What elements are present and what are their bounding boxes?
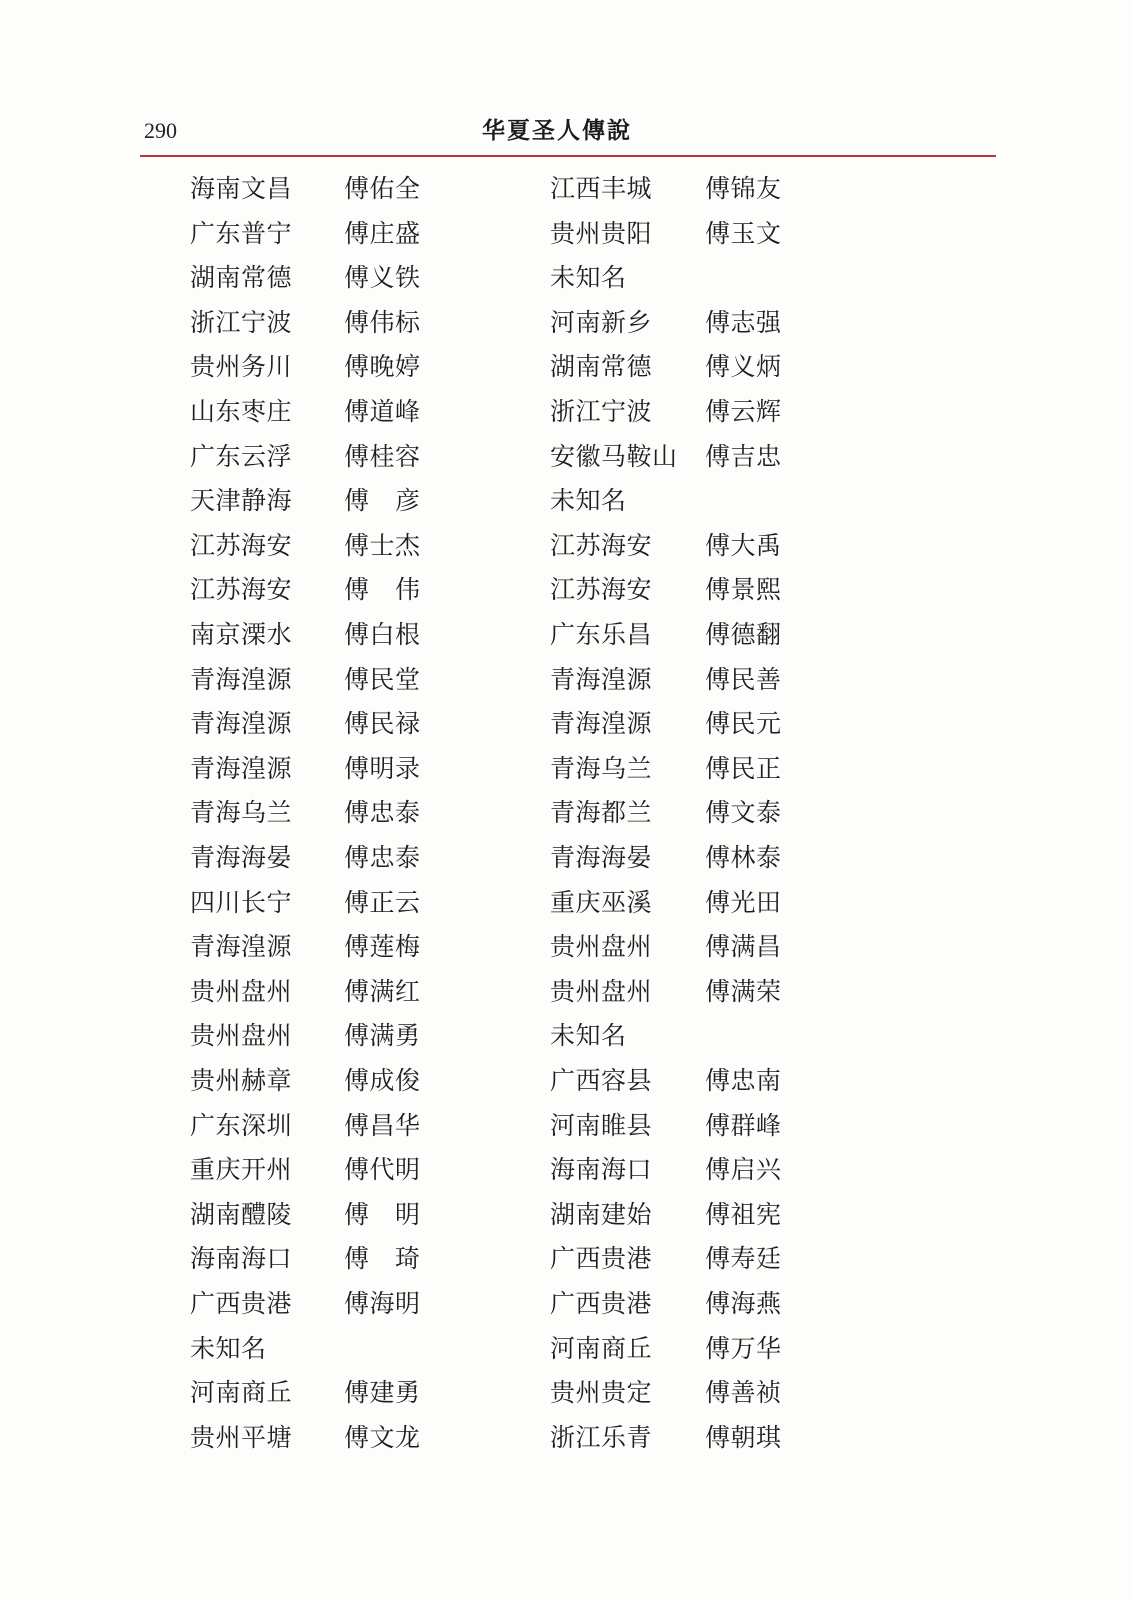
entry-place: 贵州贵定 bbox=[550, 1378, 653, 1407]
entry-name: 傅满红 bbox=[344, 977, 421, 1006]
entry-name: 傅光田 bbox=[705, 888, 782, 917]
entry-place: 四川长宁 bbox=[190, 888, 293, 917]
entry-place: 青海湟源 bbox=[190, 932, 293, 961]
entry-name: 傅锦友 bbox=[705, 174, 782, 203]
entry-name: 傅景熙 bbox=[705, 575, 782, 604]
entry-place: 江苏海安 bbox=[190, 575, 293, 604]
entry-place: 江苏海安 bbox=[190, 531, 293, 560]
entry-name: 傅民堂 bbox=[344, 665, 421, 694]
entry-place: 广东乐昌 bbox=[550, 620, 653, 649]
entry-name: 傅义炳 bbox=[705, 352, 782, 381]
running-title: 华夏圣人傳說 bbox=[482, 118, 632, 144]
entry-name: 傅文龙 bbox=[344, 1423, 421, 1452]
entry-name: 傅正云 bbox=[344, 888, 421, 917]
entry-name: 傅吉忠 bbox=[705, 442, 782, 471]
entry-name: 傅 彦 bbox=[344, 486, 421, 515]
entry-place: 青海都兰 bbox=[550, 798, 653, 827]
entry-name: 傅民元 bbox=[705, 709, 782, 738]
entry-name: 傅昌华 bbox=[344, 1111, 421, 1140]
entry-place: 重庆巫溪 bbox=[550, 888, 653, 917]
entry-place: 湖南常德 bbox=[190, 263, 293, 292]
entry-name: 傅士杰 bbox=[344, 531, 421, 560]
entry-place: 广西容县 bbox=[550, 1066, 653, 1095]
entry-place: 湖南醴陵 bbox=[190, 1200, 293, 1229]
entry-place: 青海湟源 bbox=[550, 665, 653, 694]
entry-name: 傅忠南 bbox=[705, 1066, 782, 1095]
entry-name: 傅伟标 bbox=[344, 308, 421, 337]
entry-name: 傅满荣 bbox=[705, 977, 782, 1006]
entry-name: 傅道峰 bbox=[344, 397, 421, 426]
entry-place: 浙江乐青 bbox=[550, 1423, 653, 1452]
entry-place: 贵州盘州 bbox=[190, 977, 293, 1006]
entry-place: 江西丰城 bbox=[550, 174, 653, 203]
entry-name: 傅朝琪 bbox=[705, 1423, 782, 1452]
entry-place: 广东普宁 bbox=[190, 219, 293, 248]
page-number: 290 bbox=[144, 118, 177, 143]
entry-name: 傅海燕 bbox=[705, 1289, 782, 1318]
entry-name: 傅代明 bbox=[344, 1155, 421, 1184]
entry-place: 广东云浮 bbox=[190, 442, 293, 471]
entry-name: 傅忠泰 bbox=[344, 798, 421, 827]
entry-name: 傅满勇 bbox=[344, 1021, 421, 1050]
entry-name: 傅 伟 bbox=[344, 575, 421, 604]
entry-place: 安徽马鞍山 bbox=[550, 442, 678, 471]
entry-name: 傅庄盛 bbox=[344, 219, 421, 248]
entry-name: 傅民禄 bbox=[344, 709, 421, 738]
entry-name: 傅林泰 bbox=[705, 843, 782, 872]
entry-place: 河南商丘 bbox=[190, 1378, 293, 1407]
entry-name: 傅志强 bbox=[705, 308, 782, 337]
entry-place: 贵州平塘 bbox=[190, 1423, 293, 1452]
entry-place: 贵州务川 bbox=[190, 352, 293, 381]
entry-name: 傅万华 bbox=[705, 1334, 782, 1363]
entry-place: 青海湟源 bbox=[550, 709, 653, 738]
entry-name: 傅文泰 bbox=[705, 798, 782, 827]
entry-place: 浙江宁波 bbox=[550, 397, 653, 426]
entry-place: 贵州盘州 bbox=[550, 932, 653, 961]
entry-place: 河南睢县 bbox=[550, 1111, 653, 1140]
entry-place: 广西贵港 bbox=[550, 1289, 653, 1318]
entry-place: 贵州赫章 bbox=[190, 1066, 293, 1095]
entry-place: 青海乌兰 bbox=[550, 754, 653, 783]
entry-place: 山东枣庄 bbox=[190, 397, 293, 426]
entry-name: 傅大禹 bbox=[705, 531, 782, 560]
entry-place: 未知名 bbox=[550, 263, 627, 292]
entry-place: 未知名 bbox=[550, 1021, 627, 1050]
entry-place: 青海乌兰 bbox=[190, 798, 293, 827]
entry-name: 傅 琦 bbox=[344, 1244, 421, 1273]
entry-name: 傅忠泰 bbox=[344, 843, 421, 872]
entry-place: 重庆开州 bbox=[190, 1155, 293, 1184]
entry-name: 傅成俊 bbox=[344, 1066, 421, 1095]
entry-place: 河南新乡 bbox=[550, 308, 653, 337]
entry-place: 青海湟源 bbox=[190, 754, 293, 783]
entry-place: 江苏海安 bbox=[550, 575, 653, 604]
entry-place: 青海湟源 bbox=[190, 709, 293, 738]
entry-place: 贵州贵阳 bbox=[550, 219, 653, 248]
entry-name: 傅义铁 bbox=[344, 263, 421, 292]
entry-place: 海南海口 bbox=[190, 1244, 293, 1273]
entry-place: 海南海口 bbox=[550, 1155, 653, 1184]
entry-place: 青海湟源 bbox=[190, 665, 293, 694]
entry-name: 傅桂容 bbox=[344, 442, 421, 471]
entry-name: 傅佑全 bbox=[344, 174, 421, 203]
entry-place: 广西贵港 bbox=[190, 1289, 293, 1318]
entry-place: 广东深圳 bbox=[190, 1111, 293, 1140]
entry-name: 傅群峰 bbox=[705, 1111, 782, 1140]
entry-place: 天津静海 bbox=[190, 486, 293, 515]
entry-place: 湖南建始 bbox=[550, 1200, 653, 1229]
entry-place: 贵州盘州 bbox=[190, 1021, 293, 1050]
entry-name: 傅德翻 bbox=[705, 620, 782, 649]
entry-name: 傅云辉 bbox=[705, 397, 782, 426]
entry-name: 傅祖宪 bbox=[705, 1200, 782, 1229]
entry-place: 江苏海安 bbox=[550, 531, 653, 560]
entry-place: 青海海晏 bbox=[190, 843, 293, 872]
entry-place: 贵州盘州 bbox=[550, 977, 653, 1006]
entry-name: 傅玉文 bbox=[705, 219, 782, 248]
entry-place: 南京溧水 bbox=[190, 620, 293, 649]
entry-name: 傅白根 bbox=[344, 620, 421, 649]
entry-name: 傅晚婷 bbox=[344, 352, 421, 381]
entry-place: 海南文昌 bbox=[190, 174, 293, 203]
entry-place: 浙江宁波 bbox=[190, 308, 293, 337]
entry-name: 傅莲梅 bbox=[344, 932, 421, 961]
entry-name: 傅建勇 bbox=[344, 1378, 421, 1407]
entry-name: 傅善祯 bbox=[705, 1378, 782, 1407]
entry-name: 傅启兴 bbox=[705, 1155, 782, 1184]
entry-name: 傅明录 bbox=[344, 754, 421, 783]
entry-name: 傅海明 bbox=[344, 1289, 421, 1318]
entry-place: 未知名 bbox=[550, 486, 627, 515]
entry-name: 傅民正 bbox=[705, 754, 782, 783]
entry-name: 傅 明 bbox=[344, 1200, 421, 1229]
entry-place: 青海海晏 bbox=[550, 843, 653, 872]
entry-name: 傅寿廷 bbox=[705, 1244, 782, 1273]
entry-place: 河南商丘 bbox=[550, 1334, 653, 1363]
entry-name: 傅满昌 bbox=[705, 932, 782, 961]
entry-place: 广西贵港 bbox=[550, 1244, 653, 1273]
entry-name: 傅民善 bbox=[705, 665, 782, 694]
entry-place: 未知名 bbox=[190, 1334, 267, 1363]
entry-place: 湖南常德 bbox=[550, 352, 653, 381]
